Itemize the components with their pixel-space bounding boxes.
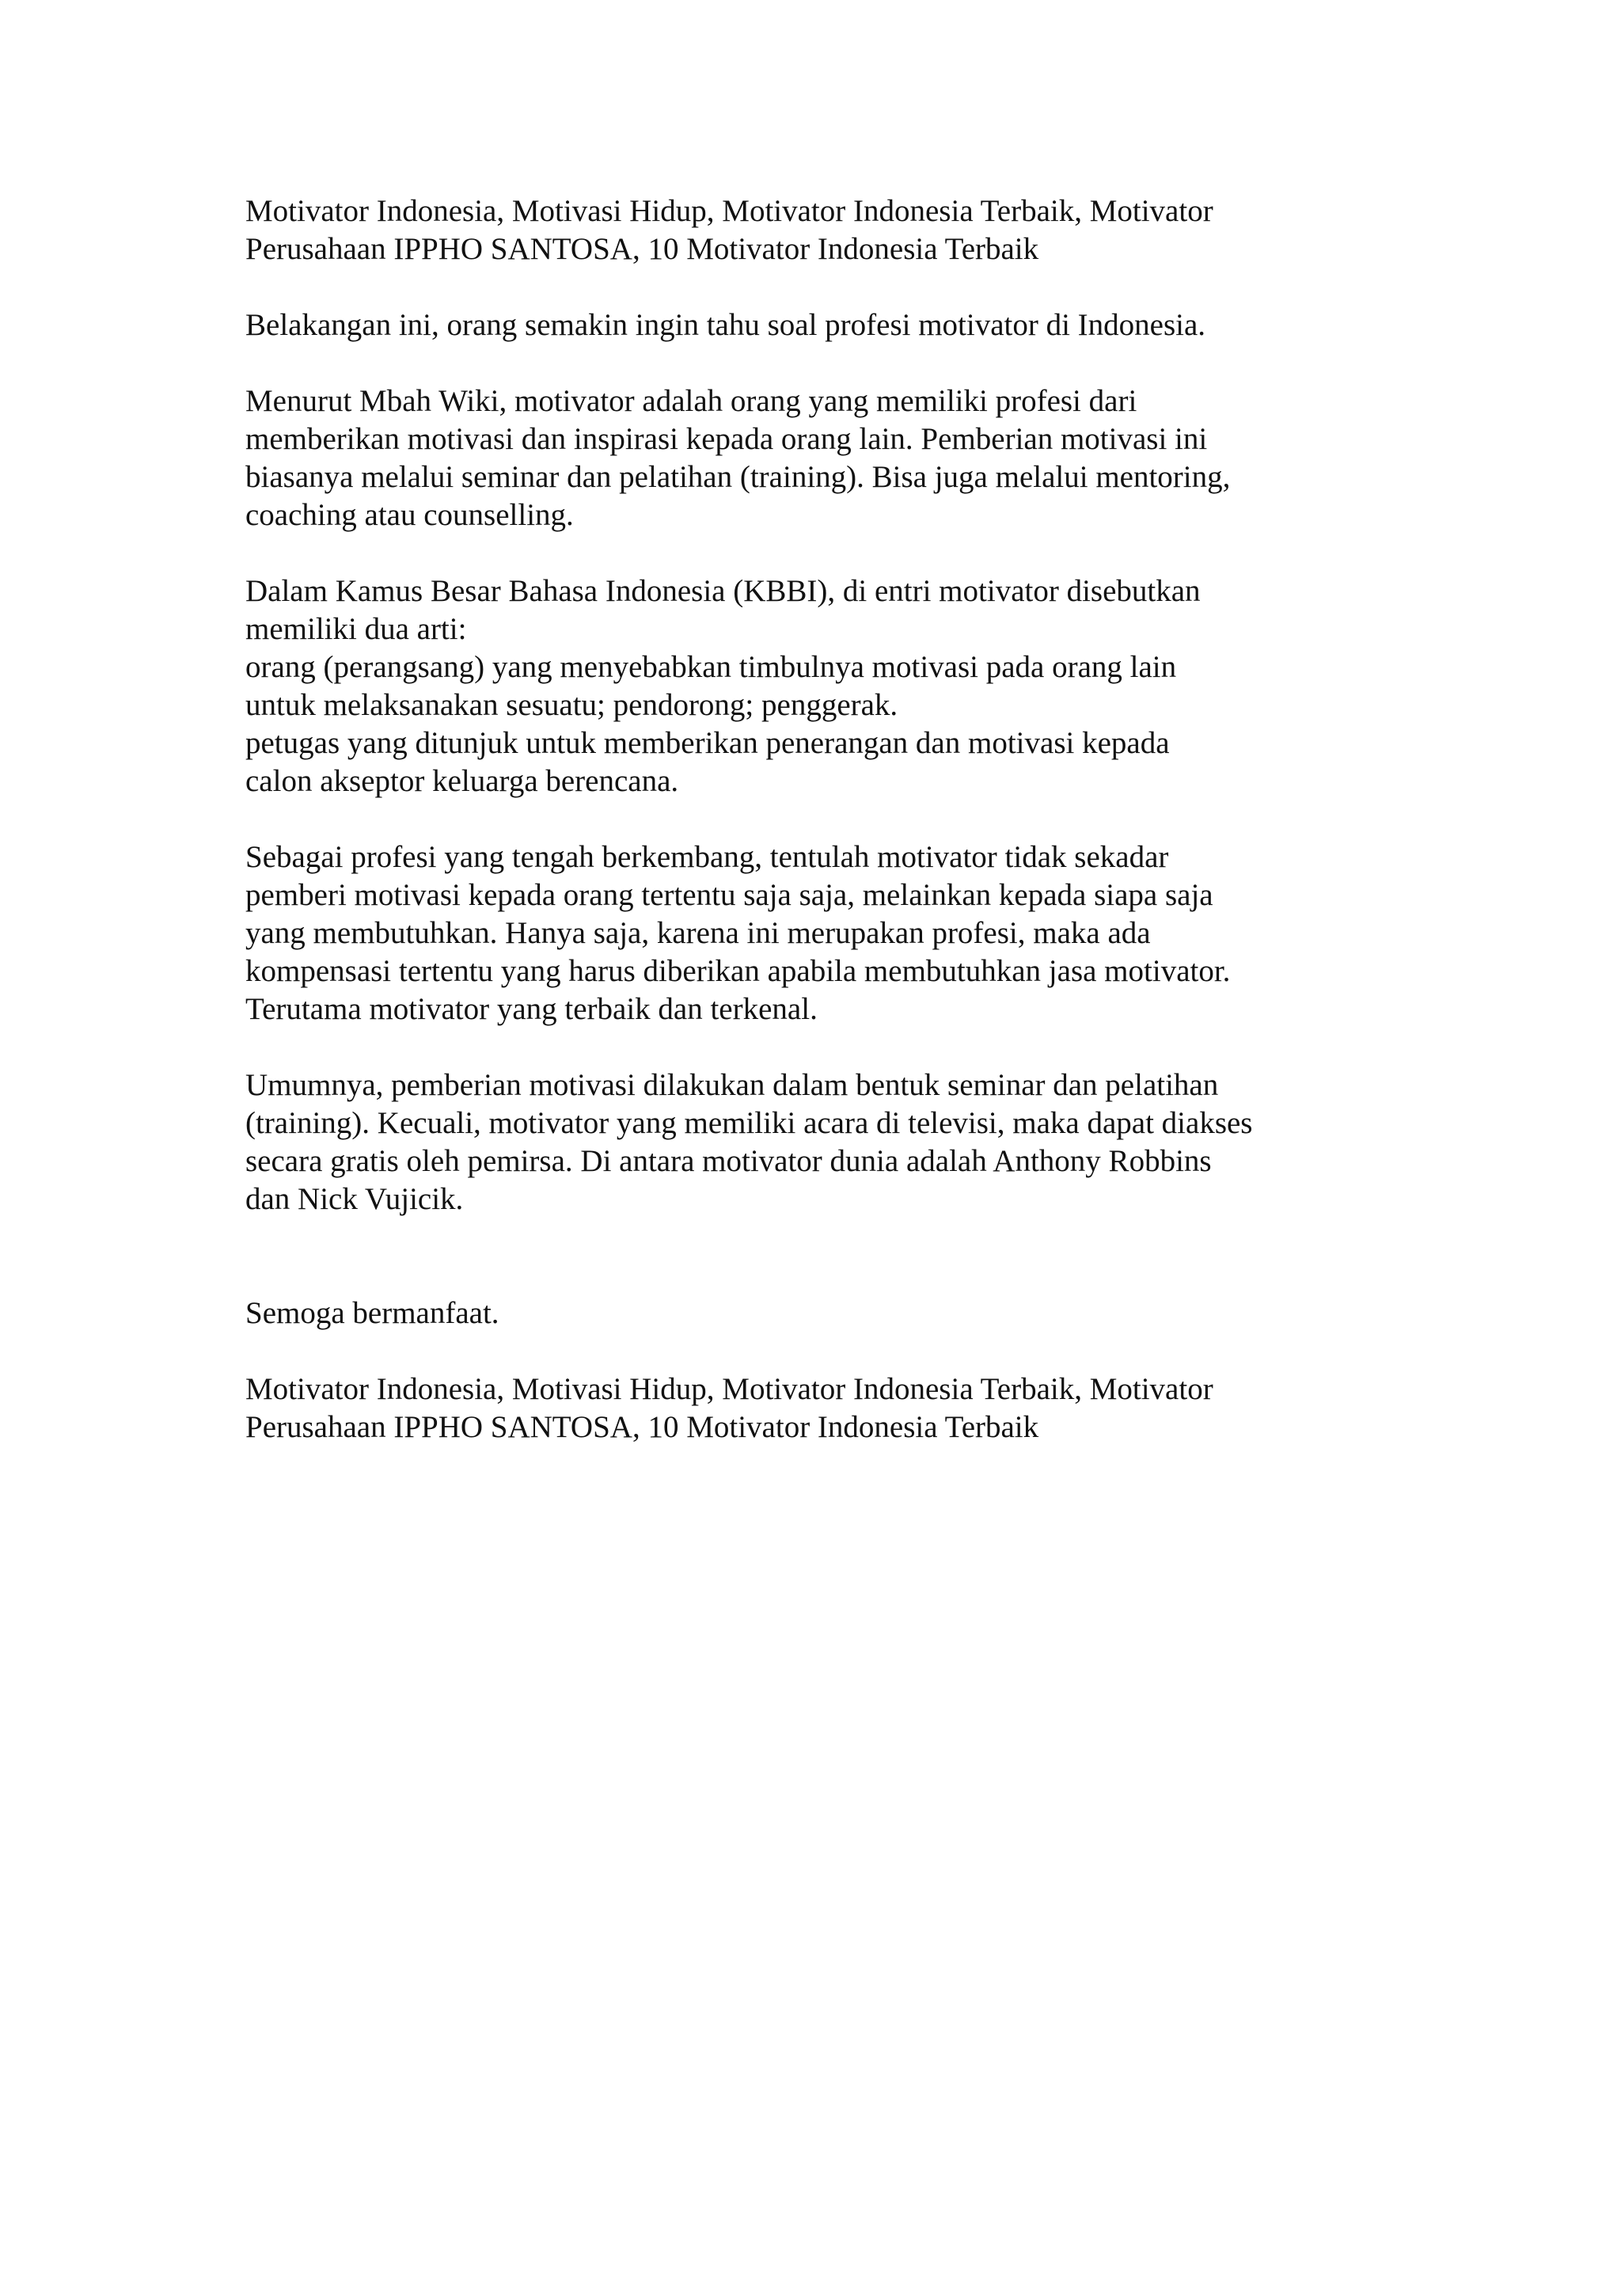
header-keywords-line-1: Motivator Indonesia, Motivasi Hidup, Motivator Indonesia Terbaik, Motivator bbox=[245, 194, 1213, 228]
general-line-4: dan Nick Vujicik. bbox=[245, 1182, 464, 1216]
kbbi-paragraph bbox=[245, 572, 1401, 800]
general-paragraph bbox=[245, 1066, 1401, 1218]
wiki-line-2: memberikan motivasi dan inspirasi kepada orang lain. Pemberian motivasi ini bbox=[245, 422, 1208, 456]
intro-paragraph bbox=[245, 306, 1401, 344]
kbbi-line-4: untuk melaksanakan sesuatu; pendorong; penggerak. bbox=[245, 688, 898, 722]
general-line-1: Umumnya, pemberian motivasi dilakukan dalam bentuk seminar dan pelatihan bbox=[245, 1068, 1219, 1102]
footer-keywords-paragraph bbox=[245, 1370, 1401, 1446]
closing-paragraph bbox=[245, 1294, 1401, 1332]
kbbi-line-5: petugas yang ditunjuk untuk memberikan penerangan dan motivasi kepada bbox=[245, 726, 1170, 760]
profession-line-1: Sebagai profesi yang tengah berkembang, tentulah motivator tidak sekadar bbox=[245, 840, 1169, 874]
header-keywords-paragraph bbox=[245, 192, 1401, 268]
wiki-line-4: coaching atau counselling. bbox=[245, 498, 574, 532]
kbbi-line-6: calon akseptor keluarga berencana. bbox=[245, 764, 679, 798]
intro-line-1: Belakangan ini, orang semakin ingin tahu soal profesi motivator di Indonesia. bbox=[245, 308, 1206, 342]
footer-keywords-line-1: Motivator Indonesia, Motivasi Hidup, Motivator Indonesia Terbaik, Motivator bbox=[245, 1372, 1213, 1406]
blank-line bbox=[245, 1256, 1401, 1294]
wiki-paragraph bbox=[245, 382, 1401, 534]
document-body bbox=[245, 192, 1401, 1484]
profession-line-3: yang membutuhkan. Hanya saja, karena ini merupakan profesi, maka ada bbox=[245, 916, 1151, 950]
wiki-line-3: biasanya melalui seminar dan pelatihan (training). Bisa juga melalui mentoring, bbox=[245, 460, 1231, 494]
profession-paragraph bbox=[245, 838, 1401, 1028]
profession-line-2: pemberi motivasi kepada orang tertentu saja saja, melainkan kepada siapa saja bbox=[245, 878, 1213, 912]
footer-keywords-line-2: Perusahaan IPPHO SANTOSA, 10 Motivator Indonesia Terbaik bbox=[245, 1410, 1039, 1444]
kbbi-line-2: memiliki dua arti: bbox=[245, 612, 467, 646]
kbbi-line-1: Dalam Kamus Besar Bahasa Indonesia (KBBI), di entri motivator disebutkan bbox=[245, 574, 1201, 608]
header-keywords-line-2: Perusahaan IPPHO SANTOSA, 10 Motivator Indonesia Terbaik bbox=[245, 232, 1039, 266]
profession-line-4: kompensasi tertentu yang harus diberikan apabila membutuhkan jasa motivator. bbox=[245, 954, 1231, 988]
wiki-line-1: Menurut Mbah Wiki, motivator adalah orang yang memiliki profesi dari bbox=[245, 384, 1137, 418]
general-line-3: secara gratis oleh pemirsa. Di antara motivator dunia adalah Anthony Robbins bbox=[245, 1144, 1212, 1178]
kbbi-line-3: orang (perangsang) yang menyebabkan timbulnya motivasi pada orang lain bbox=[245, 650, 1177, 684]
closing-line-1: Semoga bermanfaat. bbox=[245, 1296, 499, 1330]
general-line-2: (training). Kecuali, motivator yang memiliki acara di televisi, maka dapat diakses bbox=[245, 1106, 1253, 1140]
profession-line-5: Terutama motivator yang terbaik dan terkenal. bbox=[245, 992, 818, 1026]
